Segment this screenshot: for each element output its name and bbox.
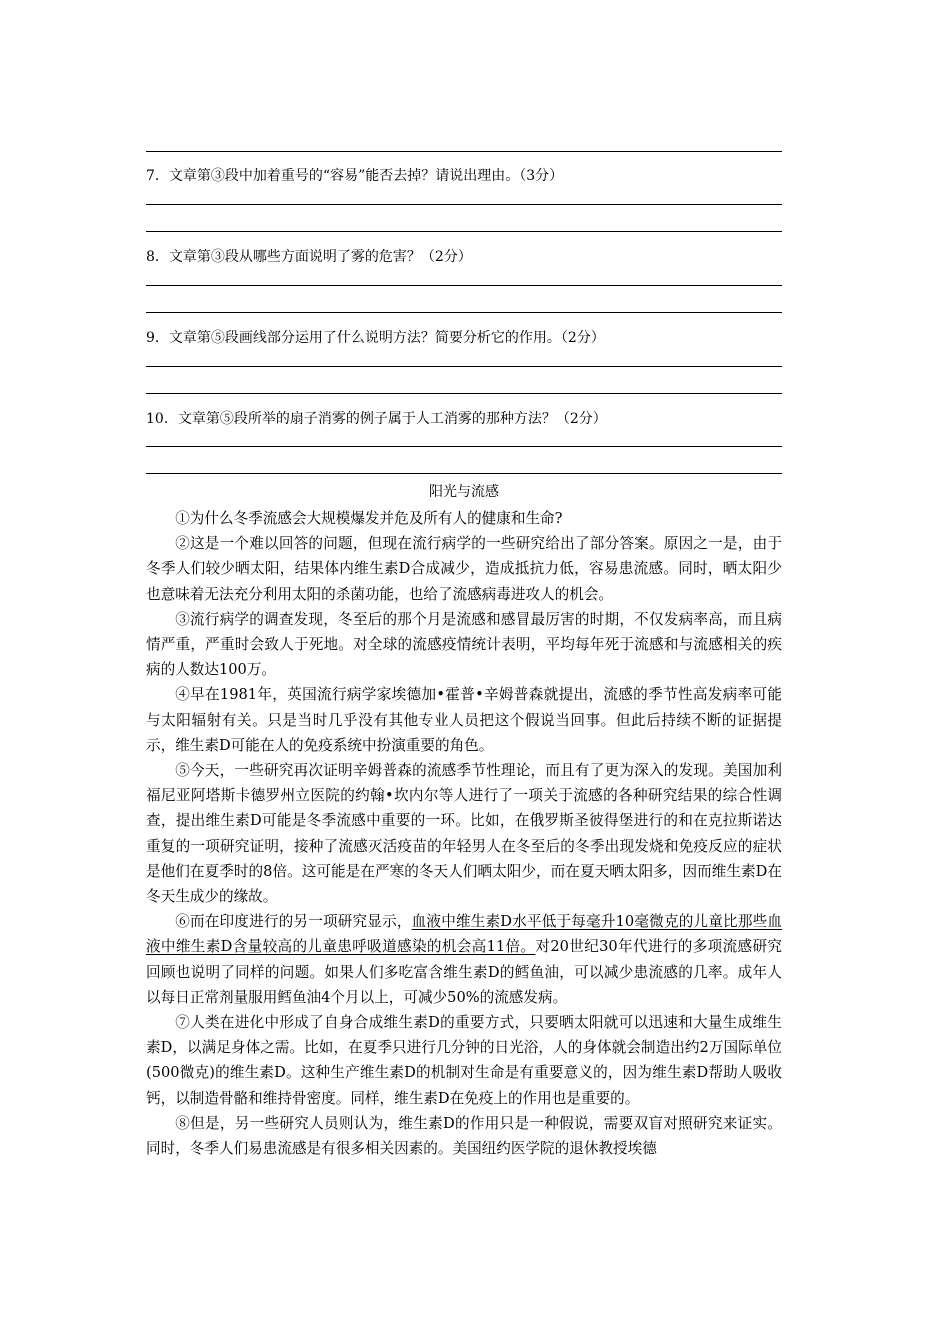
paragraph-6-lead: ⑥而在印度进行的另一项研究显示， <box>175 913 412 931</box>
answer-line <box>146 473 782 474</box>
answer-line <box>146 151 782 152</box>
answer-line <box>146 312 782 313</box>
article-paragraph-8: ⑧但是，另一些研究人员则认为，维生素D的作用只是一种假说，需要双盲对照研究来证实。同时，冬季人们易患流感是有很多相关因素的。美国纽约医学院的退休教授埃德 <box>146 1114 782 1158</box>
article-title: 阳光与流感 <box>429 484 499 500</box>
article-paragraph-1: ①为什么冬季流感会大规模爆发并危及所有人的健康和生命? <box>175 510 563 527</box>
answer-line <box>146 366 782 367</box>
question-8: 8．文章第③段从哪些方面说明了雾的危害？（2分） <box>146 249 472 265</box>
article-paragraph-5: ⑤今天，一些研究再次证明辛姆普森的流感季节性理论，而且有了更为深入的发现。美国加利福尼亚阿塔斯卡德罗州立医院的约翰•坎内尔等人进行了一项关于流感的各种研究结果的综合性调查，提出维生素D可能是冬季流感中重要的一环。比如，在俄罗斯圣彼得堡进行的和在克拉斯诺达重复的一项研究证明，接种了流感灭活疫苗的年轻男人在冬至后的冬季出现发烧和免疫反应的症状是他们在夏季时的8倍。这可能是在严寒的冬天人们晒太阳少，而在夏天晒太阳多，因而维生素D在冬天生成少的缘故。 <box>146 762 782 906</box>
underlined-passage: 血液中维生素D水平低于每毫升10毫微克的儿童比那些血液中维生素D含量较高的儿童患呼吸道感染的机会高11倍。 <box>146 913 782 956</box>
article-paragraph-3: ③流行病学的调查发现，冬至后的那个月是流感和感冒最厉害的时期，不仅发病率高，而且病情严重，严重时会致人于死地。对全球的流感疫情统计表明，平均每年死于流感和与流感相关的疾病的人数达100万。 <box>146 610 782 679</box>
answer-line <box>146 393 782 394</box>
article-paragraph-6 <box>146 909 782 1010</box>
answer-line <box>146 446 782 447</box>
answer-line <box>146 204 782 205</box>
article-paragraph-4: ④早在1981年，英国流行病学家埃德加•霍普•辛姆普森就提出，流感的季节性高发病率可能与太阳辐射有关。只是当时几乎没有其他专业人员把这个假说当回事。但此后持续不断的证据提示，维生素D可能在人的免疫系统中扮演重要的角色。 <box>146 686 782 754</box>
answer-line <box>146 285 782 286</box>
question-9: 9．文章第⑤段画线部分运用了什么说明方法？简要分析它的作用。（2分） <box>146 330 605 346</box>
question-10: 10．文章第⑤段所举的扇子消雾的例子属于人工消雾的那种方法？（2分） <box>146 411 607 427</box>
article-paragraph-7: ⑦人类在进化中形成了自身合成维生素D的重要方式，只要晒太阳就可以迅速和大量生成维生素D，以满足身体之需。比如，在夏季只进行几分钟的日光浴，人的身体就会制造出约2万国际单位(500微克)的维生素D。这种生产维生素D的机制对生命是有重要意义的，因为维生素D帮助人吸收钙，以制造骨骼和维持骨密度。同样，维生素D在免疫上的作用也是重要的。 <box>146 1014 782 1107</box>
question-7: 7．文章第③段中加着重号的“容易”能否去掉？请说出理由。（3分） <box>146 168 564 184</box>
answer-line <box>146 231 782 232</box>
article-body <box>146 506 782 1161</box>
paragraph-6-rest: 对20世纪30年代进行的多项流感研究回顾也说明了同样的问题。如果人们多吃富含维生素D的鳕鱼油，可以减少患流感的几率。成年人以每日正常剂量服用鳕鱼油4个月以上，可减少50%的流感发病。 <box>146 938 782 1006</box>
article-paragraph-2: ②这是一个难以回答的问题，但现在流行病学的一些研究给出了部分答案。原因之一是，由于冬季人们较少晒太阳，结果体内维生素D合成减少，造成抵抗力低，容易患流感。同时，晒太阳少也意味着无法充分利用太阳的杀菌功能，也给了流感病毒进攻人的机会。 <box>146 535 782 603</box>
